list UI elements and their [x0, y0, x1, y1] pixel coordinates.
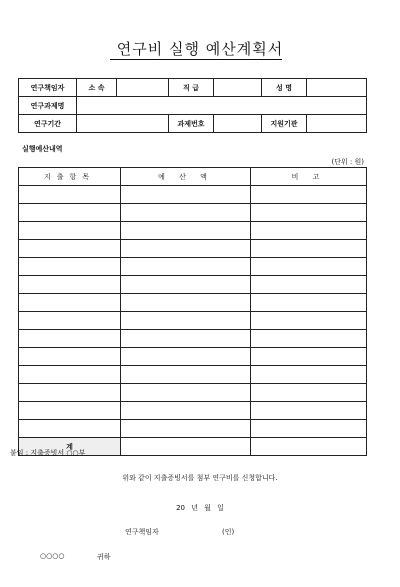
table-row	[19, 312, 367, 330]
amount-cell[interactable]	[121, 348, 251, 366]
rank-field[interactable]	[214, 79, 262, 97]
rank-label: 직 급	[169, 79, 214, 97]
total-remark-cell[interactable]	[251, 438, 367, 456]
budget-table	[18, 167, 367, 456]
item-cell[interactable]	[19, 384, 121, 402]
project-number-label: 과제번호	[169, 115, 214, 133]
table-row	[19, 402, 367, 420]
amount-cell[interactable]	[121, 294, 251, 312]
remark-cell[interactable]	[251, 402, 367, 420]
table-row	[19, 186, 367, 204]
table-row	[19, 294, 367, 312]
table-row	[19, 258, 367, 276]
period-field[interactable]	[77, 115, 169, 133]
remark-cell[interactable]	[251, 222, 367, 240]
amount-cell[interactable]	[121, 276, 251, 294]
period-label: 연구기간	[19, 115, 77, 133]
request-statement: 위와 같이 지출증빙서를 첨부 연구비를 신청합니다.	[122, 474, 278, 482]
remark-cell[interactable]	[251, 366, 367, 384]
remark-cell[interactable]	[251, 420, 367, 438]
amount-cell[interactable]	[121, 330, 251, 348]
item-cell[interactable]	[19, 276, 121, 294]
remark-cell[interactable]	[251, 384, 367, 402]
header-remarks: 비 고	[251, 168, 367, 186]
item-cell[interactable]	[19, 366, 121, 384]
amount-cell[interactable]	[121, 186, 251, 204]
item-cell[interactable]	[19, 258, 121, 276]
remark-cell[interactable]	[251, 348, 367, 366]
item-cell[interactable]	[19, 330, 121, 348]
amount-cell[interactable]	[121, 312, 251, 330]
funding-agency-field[interactable]	[307, 115, 367, 133]
remark-cell[interactable]	[251, 294, 367, 312]
project-number-field[interactable]	[214, 115, 262, 133]
pi-label: 연구책임자	[19, 79, 77, 97]
table-row	[19, 420, 367, 438]
affiliation-label: 소 속	[77, 79, 117, 97]
total-amount-cell[interactable]	[121, 438, 251, 456]
table-row	[19, 330, 367, 348]
signature-label: 연구책임자	[125, 528, 159, 536]
header-budget-amount: 예 산 액	[121, 168, 251, 186]
amount-cell[interactable]	[121, 420, 251, 438]
honorific: 귀하	[97, 553, 111, 561]
item-cell[interactable]	[19, 240, 121, 258]
item-cell[interactable]	[19, 294, 121, 312]
item-cell[interactable]	[19, 222, 121, 240]
affiliation-field[interactable]	[117, 79, 169, 97]
table-row	[19, 240, 367, 258]
remark-cell[interactable]	[251, 330, 367, 348]
item-cell[interactable]	[19, 312, 121, 330]
project-title-field[interactable]	[77, 97, 367, 115]
researcher-info-table	[18, 78, 367, 133]
item-cell[interactable]	[19, 186, 121, 204]
amount-cell[interactable]	[121, 258, 251, 276]
attachment-note: 붙임 : 지출증빙서 ○○부	[10, 449, 86, 457]
amount-cell[interactable]	[121, 204, 251, 222]
unit-note: (단위 : 원)	[331, 158, 364, 166]
date-line: 20 년 월 일	[176, 504, 224, 512]
table-row	[19, 348, 367, 366]
seal-label: (인)	[222, 528, 235, 536]
name-field[interactable]	[307, 79, 367, 97]
table-row	[19, 204, 367, 222]
table-row	[19, 366, 367, 384]
item-cell[interactable]	[19, 402, 121, 420]
title-underline	[110, 59, 282, 60]
remark-cell[interactable]	[251, 204, 367, 222]
remark-cell[interactable]	[251, 312, 367, 330]
remark-cell[interactable]	[251, 276, 367, 294]
item-cell[interactable]	[19, 348, 121, 366]
amount-cell[interactable]	[121, 366, 251, 384]
item-cell[interactable]	[19, 204, 121, 222]
section-title: 실행예산내역	[22, 145, 63, 153]
document-title: 연구비 실행 예산계획서	[116, 40, 284, 58]
amount-cell[interactable]	[121, 240, 251, 258]
amount-cell[interactable]	[121, 402, 251, 420]
remark-cell[interactable]	[251, 240, 367, 258]
total-label: 계	[19, 438, 121, 456]
amount-cell[interactable]	[121, 222, 251, 240]
header-expense-item: 지출항목	[19, 168, 121, 186]
item-cell[interactable]	[19, 420, 121, 438]
remark-cell[interactable]	[251, 186, 367, 204]
project-title-label: 연구과제명	[19, 97, 77, 115]
remark-cell[interactable]	[251, 258, 367, 276]
name-label: 성 명	[262, 79, 307, 97]
amount-cell[interactable]	[121, 384, 251, 402]
table-row	[19, 384, 367, 402]
addressee: ○○○○	[40, 552, 65, 560]
table-row	[19, 276, 367, 294]
funding-agency-label: 지원기관	[262, 115, 307, 133]
table-row	[19, 222, 367, 240]
